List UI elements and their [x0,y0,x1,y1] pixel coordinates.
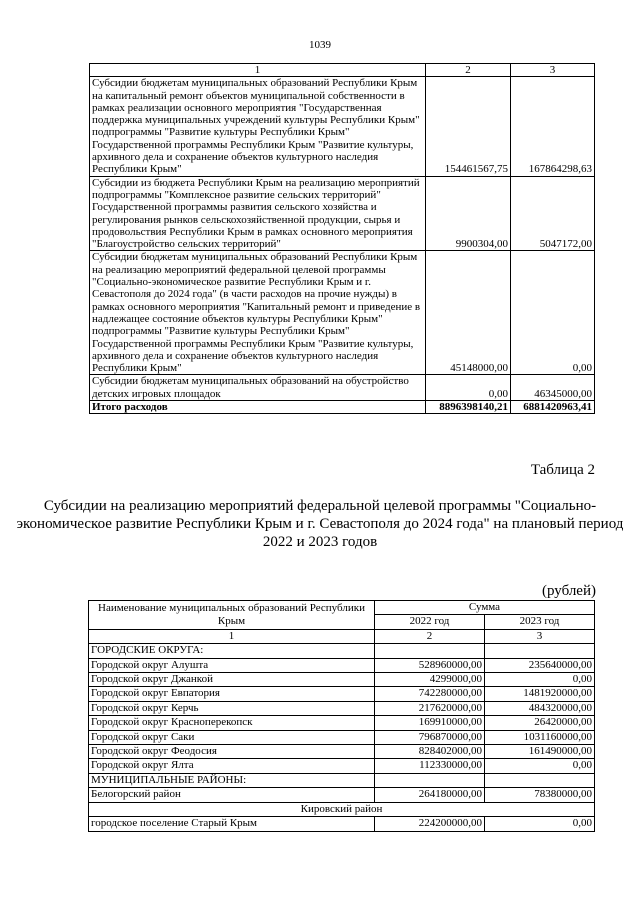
header-sum: Сумма [375,601,595,615]
page-number: 1039 [309,39,331,51]
row-value-2023: 26420000,00 [485,716,595,730]
district-kirov-header: Кировский район [89,802,595,816]
row-value-2022: 264180000,00 [375,788,485,802]
subsidies-table [88,600,595,832]
row-value-2023: 0,00 [485,759,595,773]
total-2023: 6881420963,41 [511,401,595,414]
row-name: городское поселение Старый Крым [89,817,375,831]
row-name: Городской округ Красноперекопск [89,716,375,730]
row-value-2023: 1481920000,00 [485,687,595,701]
total-2022: 8896398140,21 [426,401,511,414]
section-row [89,773,595,787]
empty-cell [485,644,595,658]
row-name: Субсидии бюджетам муниципальных образований на обустройство детских игровых площадок [90,375,426,401]
row-value-2023: 0,00 [485,817,595,831]
row-name: Городской округ Джанкой [89,673,375,687]
section-row [89,644,595,658]
header-2022: 2022 год [375,615,485,629]
row-value-2023: 5047172,00 [511,176,595,251]
section-districts: МУНИЦИПАЛЬНЫЕ РАЙОНЫ: [89,773,375,787]
table-row [89,687,595,701]
row-name: Городской округ Ялта [89,759,375,773]
section-urban: ГОРОДСКИЕ ОКРУГА: [89,644,375,658]
units-label: (рублей) [541,583,596,599]
table-row [89,701,595,715]
empty-cell [375,644,485,658]
expenses-table [89,63,595,414]
header-row [89,601,595,615]
table-row [90,77,595,176]
table-row [89,759,595,773]
row-value-2022: 828402000,00 [375,745,485,759]
row-name: Городской округ Саки [89,730,375,744]
table-row [90,375,595,401]
row-value-2023: 78380000,00 [485,788,595,802]
row-value-2023: 1031160000,00 [485,730,595,744]
table-row [89,658,595,672]
row-value-2022: 528960000,00 [375,658,485,672]
row-name: Белогорский район [89,788,375,802]
row-value-2022: 112330000,00 [375,759,485,773]
row-name: Городской округ Керчь [89,701,375,715]
col-number-2: 2 [375,629,485,643]
total-label: Итого расходов [90,401,426,414]
header-name: Наименование муниципальных образований Республики Крым [89,601,375,630]
row-value-2022: 154461567,75 [426,77,511,176]
row-name: Городской округ Феодосия [89,745,375,759]
row-value-2023: 161490000,00 [485,745,595,759]
row-value-2023: 235640000,00 [485,658,595,672]
row-name: Субсидии бюджетам муниципальных образований Республики Крым на капитальный ремонт объектов муниципальной собственности в рамках реализации основного мероприятия "Государственная поддержка муниципальных учреждений культуры Республики Крым" подпрограммы "Развитие культуры Республики Крым" Государственной программы Республики Крым "Развитие культуры, архивного дела и сохранение объектов культурного наследия Республики Крым" [90,77,426,176]
row-value-2022: 224200000,00 [375,817,485,831]
column-number-row [89,629,595,643]
table-row [90,176,595,251]
table-row [89,730,595,744]
table-title: Субсидии на реализацию мероприятий федеральной целевой программы "Социально-экономическое развитие Республики Крым и г. Севастополя до 2024 года" на плановый период 2022 и 2023 годов [16,498,624,550]
row-value-2022: 169910000,00 [375,716,485,730]
row-value-2023: 46345000,00 [511,375,595,401]
row-value-2023: 0,00 [511,251,595,375]
row-value-2022: 4299000,00 [375,673,485,687]
row-value-2022: 0,00 [426,375,511,401]
col-number-1: 1 [90,64,426,77]
col-number-3: 3 [511,64,595,77]
row-name: Городской округ Алушта [89,658,375,672]
district-header-row [89,802,595,816]
table-row [90,251,595,375]
col-number-2: 2 [426,64,511,77]
empty-cell [375,773,485,787]
row-name: Субсидии из бюджета Республики Крым на реализацию мероприятий подпрограммы "Комплексное развитие сельских территорий" Государственной программы развития сельского хозяйства и регулирования рынков сельскохозяйственной продукции, сырья и продовольствия Республики Крым в рамках основного мероприятия "Благоустройство сельских территорий" [90,176,426,251]
row-value-2022: 9900304,00 [426,176,511,251]
row-name: Субсидии бюджетам муниципальных образований Республики Крым на реализацию мероприятий федеральной целевой программы "Социально-экономическое развитие Республики Крым и г. Севастополя до 2024 года" (в части расходов на прочие нужды) в рамках основного мероприятия "Капитальный ремонт и приведение в надлежащее состояние объектов культуры Республики Крым" подпрограммы "Развитие культуры Республики Крым" Государственной программы Республики Крым "Развитие культуры, архивного дела и сохранение объектов культурного наследия Республики Крым" [90,251,426,375]
row-value-2022: 45148000,00 [426,251,511,375]
row-value-2022: 217620000,00 [375,701,485,715]
table-row [89,788,595,802]
table-row [89,745,595,759]
total-row [90,401,595,414]
row-value-2022: 742280000,00 [375,687,485,701]
table-row [89,673,595,687]
table-row [89,716,595,730]
col-number-3: 3 [485,629,595,643]
row-name: Городской округ Евпатория [89,687,375,701]
row-value-2023: 0,00 [485,673,595,687]
empty-cell [485,773,595,787]
row-value-2023: 484320000,00 [485,701,595,715]
column-number-row [90,64,595,77]
table-row [89,817,595,831]
header-2023: 2023 год [485,615,595,629]
row-value-2023: 167864298,63 [511,77,595,176]
row-value-2022: 796870000,00 [375,730,485,744]
col-number-1: 1 [89,629,375,643]
table-label: Таблица 2 [530,462,595,478]
